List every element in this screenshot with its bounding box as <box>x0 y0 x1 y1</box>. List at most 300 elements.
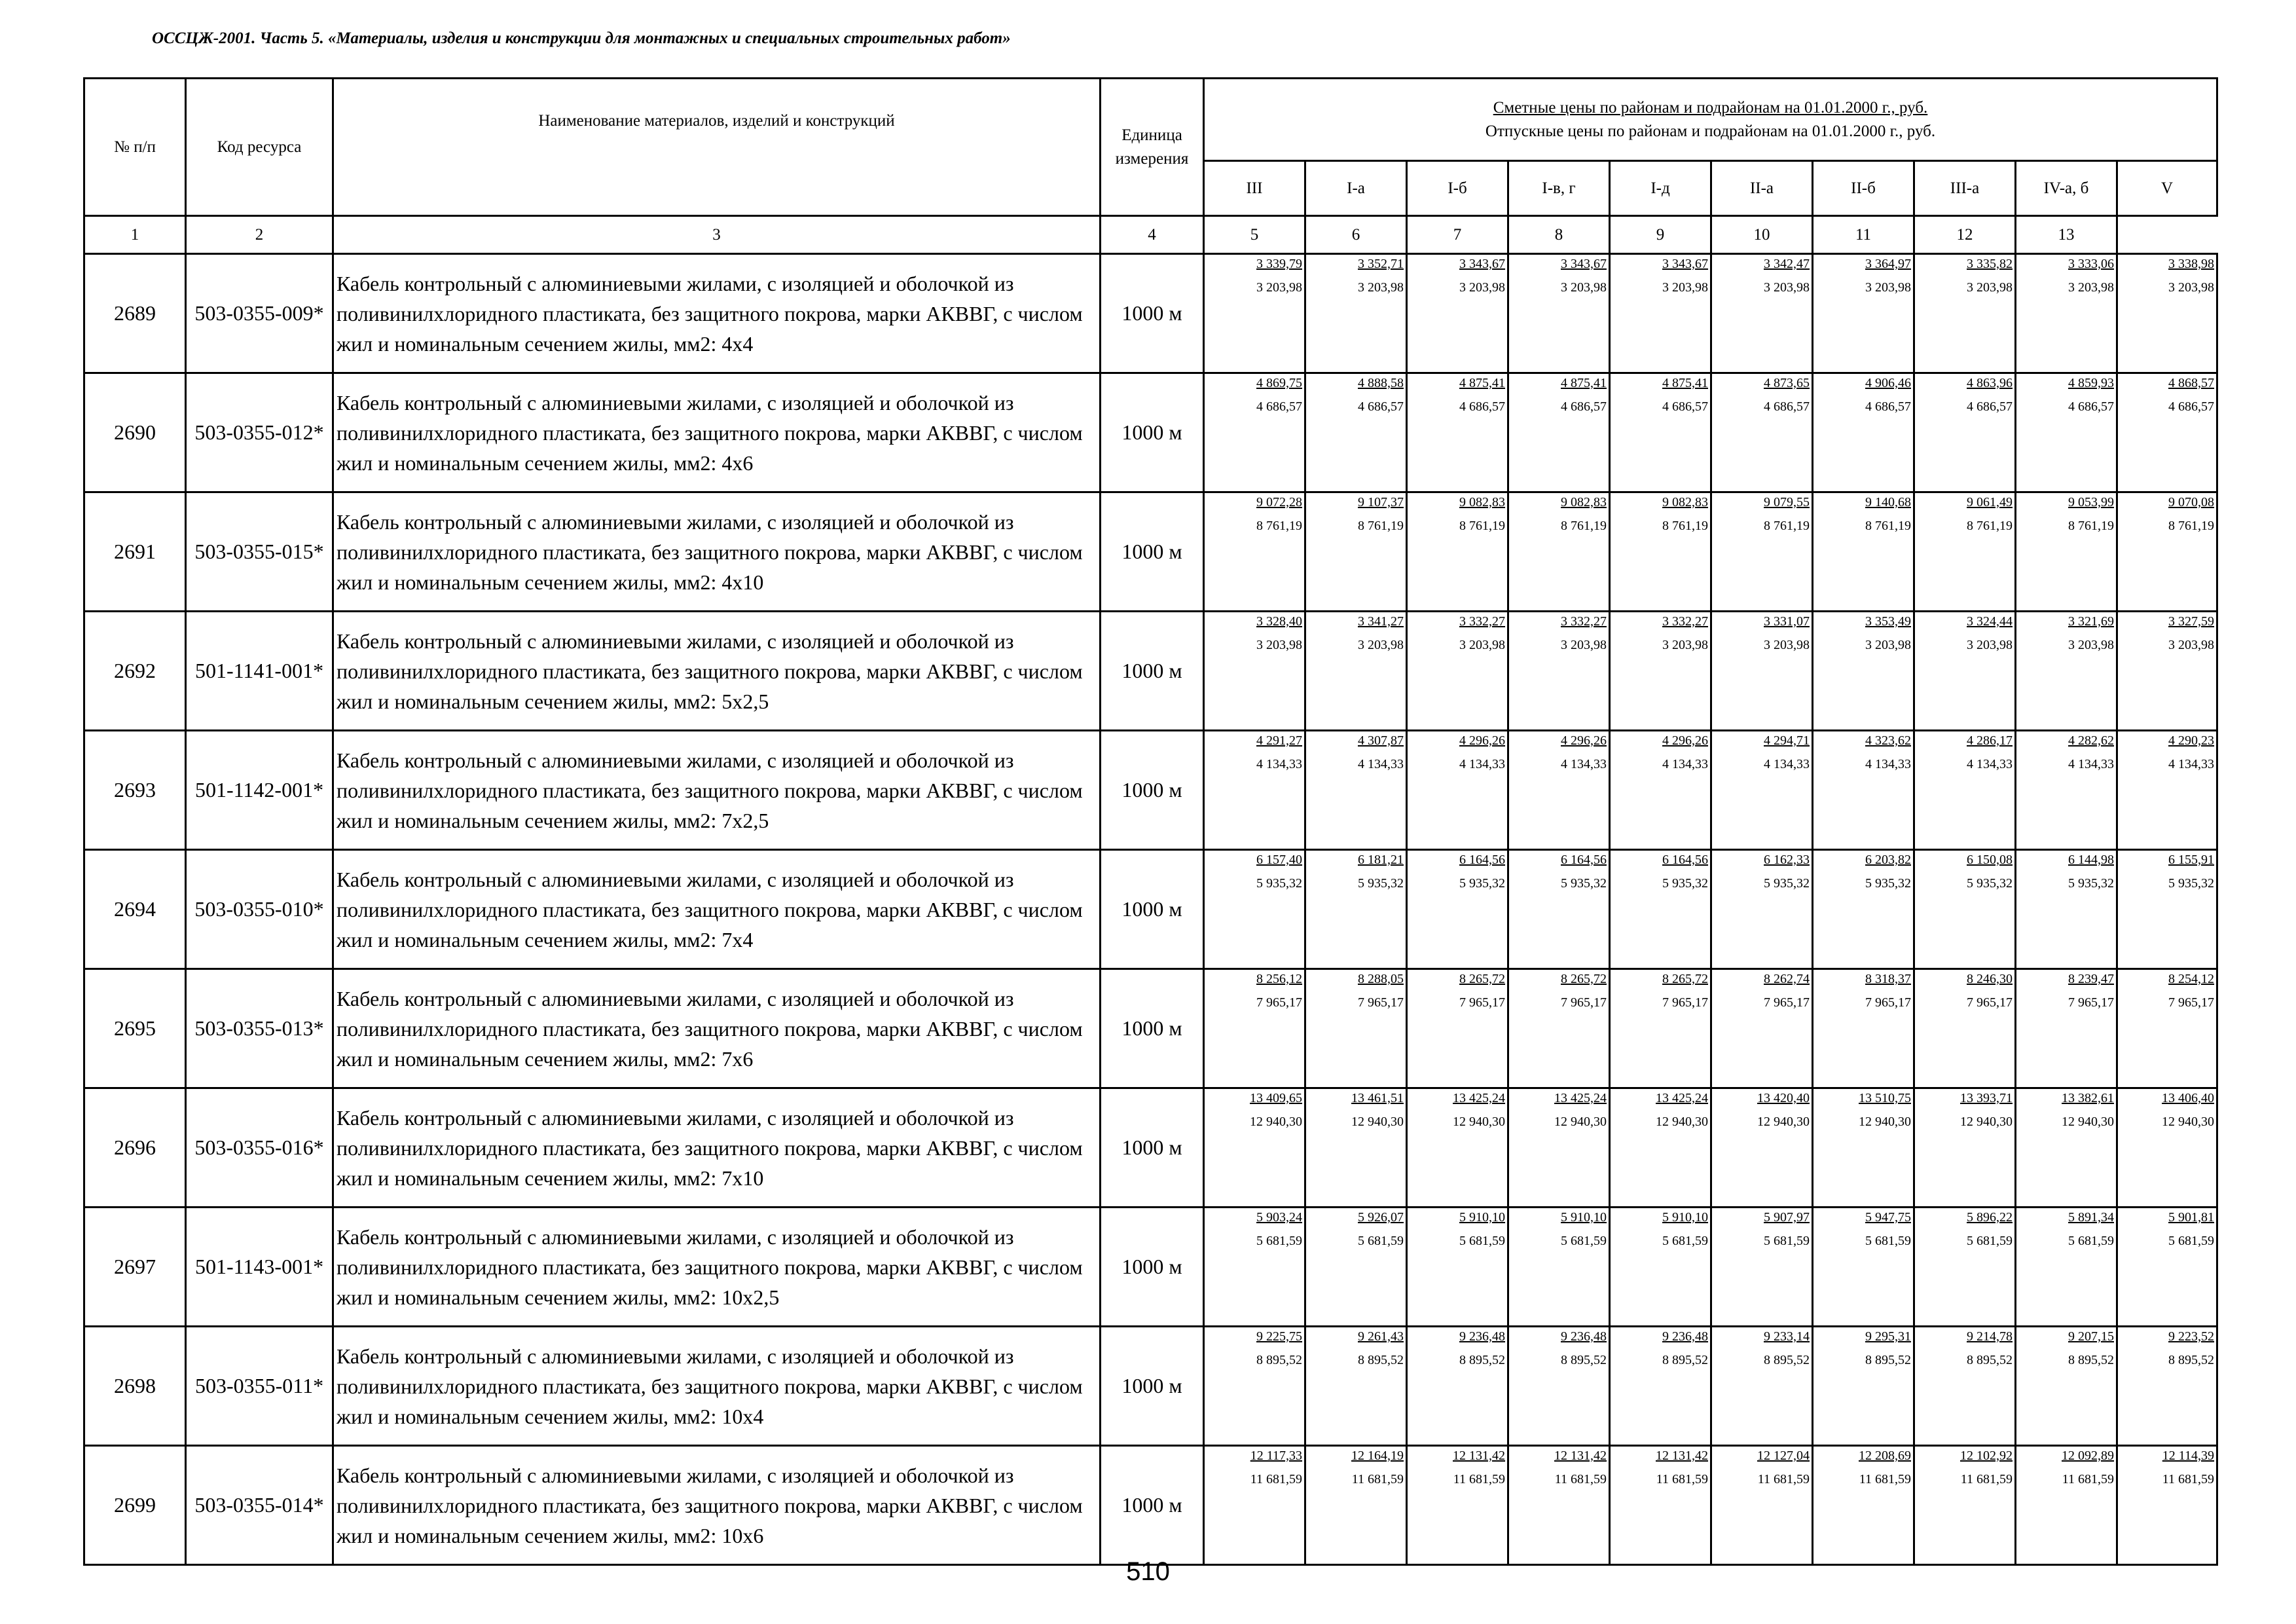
price-cell <box>1813 850 1914 969</box>
price-cell <box>1407 969 1508 1088</box>
estimate-price: 4 875,41 <box>1561 376 1607 390</box>
release-price: 8 761,19 <box>1561 519 1607 533</box>
estimate-price: 3 327,59 <box>2168 614 2215 629</box>
release-price: 5 681,59 <box>2068 1234 2114 1248</box>
document-header: ОССЦЖ-2001. Часть 5. «Материалы, изделия и конструкции для монтажных и специальных строительных работ» <box>152 29 1011 47</box>
price-cell <box>1610 254 1711 373</box>
price-cell <box>1204 1327 1305 1446</box>
price-cell <box>1914 1208 2016 1327</box>
estimate-price: 9 236,48 <box>1662 1329 1708 1344</box>
price-cell <box>1711 1208 1813 1327</box>
release-price: 7 965,17 <box>2068 995 2114 1010</box>
estimate-price: 12 131,42 <box>1656 1449 1708 1463</box>
release-price: 5 681,59 <box>1865 1234 1911 1248</box>
estimate-price: 6 162,33 <box>1764 853 1810 867</box>
estimate-price: 3 332,27 <box>1561 614 1607 629</box>
release-price: 3 203,98 <box>1764 280 1810 295</box>
release-price: 3 203,98 <box>1358 280 1404 295</box>
price-cell <box>2016 1208 2117 1327</box>
price-cell <box>1711 969 1813 1088</box>
price-cell <box>1204 1208 1305 1327</box>
column-number: 8 <box>1508 216 1610 254</box>
price-cell <box>1305 373 1407 492</box>
release-price: 4 134,33 <box>2068 757 2114 771</box>
estimate-price: 8 265,72 <box>1561 972 1607 986</box>
estimate-price: 9 236,48 <box>1459 1329 1505 1344</box>
release-price: 8 761,19 <box>1865 519 1911 533</box>
price-cell <box>2117 1327 2217 1446</box>
price-cell <box>1407 373 1508 492</box>
price-cell <box>1813 492 1914 612</box>
price-cell <box>2016 373 2117 492</box>
release-price: 3 203,98 <box>1865 280 1911 295</box>
price-cell <box>1813 373 1914 492</box>
estimate-price: 12 131,42 <box>1554 1449 1607 1463</box>
price-cell <box>1204 492 1305 612</box>
price-cell <box>1813 1088 1914 1208</box>
price-cell <box>1407 1088 1508 1208</box>
estimate-price: 4 906,46 <box>1865 376 1911 390</box>
price-cell <box>1914 612 2016 731</box>
release-price: 3 203,98 <box>2168 280 2215 295</box>
column-number: 12 <box>1914 216 2016 254</box>
column-number: 3 <box>333 216 1101 254</box>
price-cell <box>1407 1208 1508 1327</box>
release-price: 12 940,30 <box>2162 1115 2215 1129</box>
release-price: 8 895,52 <box>1561 1353 1607 1367</box>
price-cell <box>1914 850 2016 969</box>
estimate-price: 5 901,81 <box>2168 1210 2215 1225</box>
resource-code: 503-0355-010* <box>186 850 333 969</box>
price-cell <box>2117 254 2217 373</box>
price-cell <box>1305 1088 1407 1208</box>
price-cell <box>2117 612 2217 731</box>
price-cell <box>1204 850 1305 969</box>
row-number: 2695 <box>84 969 186 1088</box>
release-price: 5 935,32 <box>2068 876 2114 891</box>
price-cell <box>1508 1208 1610 1327</box>
price-cell <box>1305 492 1407 612</box>
estimate-price: 4 888,58 <box>1358 376 1404 390</box>
table-row <box>84 1208 2217 1327</box>
release-price: 5 681,59 <box>1764 1234 1810 1248</box>
estimate-price: 5 910,10 <box>1459 1210 1505 1225</box>
row-number: 2691 <box>84 492 186 612</box>
region-header: I-б <box>1407 161 1508 216</box>
estimate-price: 12 127,04 <box>1757 1449 1810 1463</box>
price-cell <box>1610 731 1711 850</box>
price-cell <box>1711 850 1813 969</box>
release-price: 8 761,19 <box>2168 519 2215 533</box>
price-cell <box>1407 254 1508 373</box>
estimate-price: 4 868,57 <box>2168 376 2215 390</box>
price-cell <box>1610 1446 1711 1565</box>
price-cell <box>1711 373 1813 492</box>
release-price: 4 686,57 <box>1865 399 1911 414</box>
release-price: 8 761,19 <box>1764 519 1810 533</box>
price-cell <box>1204 612 1305 731</box>
region-header: I-а <box>1305 161 1407 216</box>
estimate-price: 13 510,75 <box>1859 1091 1911 1105</box>
estimate-price: 5 947,75 <box>1865 1210 1911 1225</box>
estimate-price: 9 053,99 <box>2068 495 2114 509</box>
release-price: 12 940,30 <box>1250 1115 1302 1129</box>
estimate-price: 4 307,87 <box>1358 733 1404 748</box>
material-name: Кабель контрольный с алюминиевыми жилами, с изоляцией и оболочкой из поливинилхлоридного пластиката, без защитного покрова, марки АКВВГ, с числом жил и номинальным сечением жилы, мм2: 10х6 <box>333 1446 1101 1565</box>
release-price: 3 203,98 <box>1358 638 1404 652</box>
resource-code: 503-0355-015* <box>186 492 333 612</box>
price-cell <box>1508 373 1610 492</box>
release-price: 11 681,59 <box>1757 1472 1810 1486</box>
price-cell <box>1711 731 1813 850</box>
row-number: 2693 <box>84 731 186 850</box>
price-cell <box>1508 1446 1610 1565</box>
material-name: Кабель контрольный с алюминиевыми жилами, с изоляцией и оболочкой из поливинилхлоридного пластиката, без защитного покрова, марки АКВВГ, с числом жил и номинальным сечением жилы, мм2: 10х4 <box>333 1327 1101 1446</box>
release-price: 12 940,30 <box>1859 1115 1911 1129</box>
estimate-price: 3 343,67 <box>1662 257 1708 271</box>
unit-of-measure: 1000 м <box>1101 492 1204 612</box>
estimate-price: 9 070,08 <box>2168 495 2215 509</box>
estimate-price: 4 286,17 <box>1967 733 2013 748</box>
estimate-price: 3 332,27 <box>1459 614 1505 629</box>
price-cell <box>1508 492 1610 612</box>
row-number: 2697 <box>84 1208 186 1327</box>
price-cell <box>1813 612 1914 731</box>
release-price: 12 940,30 <box>1453 1115 1505 1129</box>
estimate-price: 9 061,49 <box>1967 495 2013 509</box>
release-price: 4 134,33 <box>1967 757 2013 771</box>
estimate-price: 6 155,91 <box>2168 853 2215 867</box>
price-cell <box>1204 254 1305 373</box>
estimate-price: 9 295,31 <box>1865 1329 1911 1344</box>
estimate-price: 13 382,61 <box>2062 1091 2114 1105</box>
price-cell <box>1305 731 1407 850</box>
region-header: II-б <box>1813 161 1914 216</box>
price-cell <box>1914 373 2016 492</box>
price-cell <box>1305 969 1407 1088</box>
price-cell <box>2016 612 2117 731</box>
estimate-price: 5 926,07 <box>1358 1210 1404 1225</box>
estimate-price: 3 339,79 <box>1256 257 1302 271</box>
row-number: 2689 <box>84 254 186 373</box>
column-number: 6 <box>1305 216 1407 254</box>
price-cell <box>1610 492 1711 612</box>
price-cell <box>1305 1446 1407 1565</box>
estimate-price: 4 869,75 <box>1256 376 1302 390</box>
estimate-price: 8 265,72 <box>1459 972 1505 986</box>
region-header: I-д <box>1610 161 1711 216</box>
estimate-price: 12 164,19 <box>1351 1449 1404 1463</box>
material-name: Кабель контрольный с алюминиевыми жилами, с изоляцией и оболочкой из поливинилхлоридного пластиката, без защитного покрова, марки АКВВГ, с числом жил и номинальным сечением жилы, мм2: 4х10 <box>333 492 1101 612</box>
price-cell <box>1711 1088 1813 1208</box>
estimate-price: 8 246,30 <box>1967 972 2013 986</box>
release-price: 5 681,59 <box>1662 1234 1708 1248</box>
price-cell <box>2016 492 2117 612</box>
estimate-price: 4 291,27 <box>1256 733 1302 748</box>
release-price: 7 965,17 <box>1358 995 1404 1010</box>
release-price: 8 761,19 <box>1459 519 1505 533</box>
release-price: 11 681,59 <box>1250 1472 1302 1486</box>
col-header-num: № п/п <box>84 79 186 216</box>
release-price: 11 681,59 <box>1453 1472 1505 1486</box>
price-cell <box>2016 850 2117 969</box>
estimate-price: 9 072,28 <box>1256 495 1302 509</box>
release-price: 11 681,59 <box>1960 1472 2013 1486</box>
release-price: 7 965,17 <box>1256 995 1302 1010</box>
price-cell <box>1508 850 1610 969</box>
release-price: 7 965,17 <box>1967 995 2013 1010</box>
price-cell <box>1914 492 2016 612</box>
release-price: 11 681,59 <box>2062 1472 2114 1486</box>
price-cell <box>1711 254 1813 373</box>
estimate-price: 12 131,42 <box>1453 1449 1505 1463</box>
table-row <box>84 850 2217 969</box>
release-price: 3 203,98 <box>1764 638 1810 652</box>
column-number: 5 <box>1204 216 1305 254</box>
release-price: 8 895,52 <box>1662 1353 1708 1367</box>
estimate-price: 4 282,62 <box>2068 733 2114 748</box>
release-price: 8 761,19 <box>2068 519 2114 533</box>
release-price: 8 895,52 <box>1358 1353 1404 1367</box>
col-header-code: Код ресурса <box>186 79 333 216</box>
release-price: 3 203,98 <box>1662 638 1708 652</box>
price-cell <box>1610 850 1711 969</box>
price-cell <box>1711 1446 1813 1565</box>
row-number: 2694 <box>84 850 186 969</box>
estimate-price: 13 425,24 <box>1554 1091 1607 1105</box>
estimate-price: 3 324,44 <box>1967 614 2013 629</box>
estimate-price: 6 164,56 <box>1662 853 1708 867</box>
price-cell <box>1914 254 2016 373</box>
price-cell <box>1508 254 1610 373</box>
price-cell <box>2117 1208 2217 1327</box>
release-price: 11 681,59 <box>1351 1472 1404 1486</box>
release-price: 5 935,32 <box>1358 876 1404 891</box>
release-price: 11 681,59 <box>2162 1472 2215 1486</box>
estimate-price: 3 321,69 <box>2068 614 2114 629</box>
price-cell <box>1813 1446 1914 1565</box>
estimate-price: 8 262,74 <box>1764 972 1810 986</box>
estimate-price: 3 343,67 <box>1459 257 1505 271</box>
release-price: 4 686,57 <box>2168 399 2215 414</box>
price-cell <box>2016 1327 2117 1446</box>
price-cell <box>1407 850 1508 969</box>
estimate-price: 13 409,65 <box>1250 1091 1302 1105</box>
price-cell <box>2117 850 2217 969</box>
release-price: 4 686,57 <box>1764 399 1810 414</box>
estimate-price: 3 332,27 <box>1662 614 1708 629</box>
release-price: 7 965,17 <box>1865 995 1911 1010</box>
column-number: 9 <box>1610 216 1711 254</box>
resource-code: 503-0355-016* <box>186 1088 333 1208</box>
row-number: 2696 <box>84 1088 186 1208</box>
estimate-price: 3 352,71 <box>1358 257 1404 271</box>
release-price: 4 686,57 <box>2068 399 2114 414</box>
release-price: 5 935,32 <box>2168 876 2215 891</box>
release-price: 3 203,98 <box>1256 280 1302 295</box>
estimate-price: 6 144,98 <box>2068 853 2114 867</box>
estimate-price: 8 239,47 <box>2068 972 2114 986</box>
region-header: I-в, г <box>1508 161 1610 216</box>
estimate-price: 5 903,24 <box>1256 1210 1302 1225</box>
release-price: 8 895,52 <box>1256 1353 1302 1367</box>
estimate-price: 9 082,83 <box>1662 495 1708 509</box>
estimate-price: 9 223,52 <box>2168 1329 2215 1344</box>
material-name: Кабель контрольный с алюминиевыми жилами, с изоляцией и оболочкой из поливинилхлоридного пластиката, без защитного покрова, марки АКВВГ, с числом жил и номинальным сечением жилы, мм2: 7х2,5 <box>333 731 1101 850</box>
estimate-price: 9 079,55 <box>1764 495 1810 509</box>
estimate-price: 9 236,48 <box>1561 1329 1607 1344</box>
price-cell <box>1914 1446 2016 1565</box>
release-price: 3 203,98 <box>1967 280 2013 295</box>
estimate-price: 3 333,06 <box>2068 257 2114 271</box>
release-price: 8 761,19 <box>1662 519 1708 533</box>
price-cell <box>1508 969 1610 1088</box>
price-cell <box>1305 612 1407 731</box>
release-price: 5 681,59 <box>2168 1234 2215 1248</box>
price-cell <box>1204 1446 1305 1565</box>
estimate-price: 9 225,75 <box>1256 1329 1302 1344</box>
estimate-price: 9 207,15 <box>2068 1329 2114 1344</box>
estimate-price: 3 338,98 <box>2168 257 2215 271</box>
estimate-price: 4 294,71 <box>1764 733 1810 748</box>
row-number: 2692 <box>84 612 186 731</box>
release-price: 7 965,17 <box>1662 995 1708 1010</box>
release-price: 5 935,32 <box>1967 876 2013 891</box>
release-price: 3 203,98 <box>1561 638 1607 652</box>
release-price: 5 681,59 <box>1561 1234 1607 1248</box>
release-price: 4 134,33 <box>2168 757 2215 771</box>
estimate-price: 3 364,97 <box>1865 257 1911 271</box>
row-number: 2698 <box>84 1327 186 1446</box>
price-cell <box>1914 731 2016 850</box>
region-header: III-а <box>1914 161 2016 216</box>
price-cell <box>1407 1327 1508 1446</box>
price-cell <box>1204 969 1305 1088</box>
release-price: 3 203,98 <box>1256 638 1302 652</box>
material-name: Кабель контрольный с алюминиевыми жилами, с изоляцией и оболочкой из поливинилхлоридного пластиката, без защитного покрова, марки АКВВГ, с числом жил и номинальным сечением жилы, мм2: 5х2,5 <box>333 612 1101 731</box>
estimate-price: 13 425,24 <box>1656 1091 1708 1105</box>
price-cell <box>1914 1327 2016 1446</box>
release-price: 7 965,17 <box>1764 995 1810 1010</box>
price-cell <box>1914 969 2016 1088</box>
price-cell <box>2016 731 2117 850</box>
estimate-price: 4 290,23 <box>2168 733 2215 748</box>
price-cell <box>1407 1446 1508 1565</box>
release-price: 8 895,52 <box>2068 1353 2114 1367</box>
estimate-price: 5 907,97 <box>1764 1210 1810 1225</box>
price-cell <box>1711 612 1813 731</box>
col-header-prices <box>1204 79 2217 161</box>
region-header: III <box>1204 161 1305 216</box>
release-price: 4 134,33 <box>1764 757 1810 771</box>
table-row <box>84 1446 2217 1565</box>
estimate-price: 6 150,08 <box>1967 853 2013 867</box>
release-price: 11 681,59 <box>1859 1472 1911 1486</box>
release-price: 5 681,59 <box>1358 1234 1404 1248</box>
estimate-price: 5 896,22 <box>1967 1210 2013 1225</box>
release-price: 7 965,17 <box>2168 995 2215 1010</box>
page-number: 510 <box>1126 1557 1170 1586</box>
estimate-price: 5 910,10 <box>1561 1210 1607 1225</box>
release-price: 12 940,30 <box>1351 1115 1404 1129</box>
material-name: Кабель контрольный с алюминиевыми жилами, с изоляцией и оболочкой из поливинилхлоридного пластиката, без защитного покрова, марки АКВВГ, с числом жил и номинальным сечением жилы, мм2: 7х10 <box>333 1088 1101 1208</box>
release-price: 4 686,57 <box>1459 399 1505 414</box>
resource-code: 501-1141-001* <box>186 612 333 731</box>
price-cell <box>1305 1327 1407 1446</box>
estimate-price: 6 181,21 <box>1358 853 1404 867</box>
estimate-price: 9 082,83 <box>1561 495 1607 509</box>
price-cell <box>1813 731 1914 850</box>
row-number: 2699 <box>84 1446 186 1565</box>
price-cell <box>1305 254 1407 373</box>
estimate-price: 9 214,78 <box>1967 1329 2013 1344</box>
estimate-price: 3 341,27 <box>1358 614 1404 629</box>
col-header-name: Наименование материалов, изделий и конструкций <box>333 79 1101 216</box>
price-cell <box>1508 1327 1610 1446</box>
col-header-unit: Единица измерения <box>1101 79 1204 216</box>
release-price-title: Отпускные цены по районам и подрайонам на 01.01.2000 г., руб. <box>1485 122 1936 140</box>
estimate-price: 8 256,12 <box>1256 972 1302 986</box>
price-cell <box>1305 1208 1407 1327</box>
price-cell <box>2016 969 2117 1088</box>
estimate-price: 9 082,83 <box>1459 495 1505 509</box>
estimate-price: 4 873,65 <box>1764 376 1810 390</box>
price-table <box>83 77 2218 1566</box>
estimate-price: 13 425,24 <box>1453 1091 1505 1105</box>
estimate-price: 8 318,37 <box>1865 972 1911 986</box>
estimate-price: 12 208,69 <box>1859 1449 1911 1463</box>
price-cell <box>1813 1208 1914 1327</box>
price-cell <box>2117 731 2217 850</box>
estimate-price: 4 875,41 <box>1662 376 1708 390</box>
release-price: 5 681,59 <box>1256 1234 1302 1248</box>
release-price: 4 686,57 <box>1967 399 2013 414</box>
estimate-price: 4 863,96 <box>1967 376 2013 390</box>
estimate-price: 5 910,10 <box>1662 1210 1708 1225</box>
price-cell <box>1813 254 1914 373</box>
material-name: Кабель контрольный с алюминиевыми жилами, с изоляцией и оболочкой из поливинилхлоридного пластиката, без защитного покрова, марки АКВВГ, с числом жил и номинальным сечением жилы, мм2: 7х4 <box>333 850 1101 969</box>
release-price: 7 965,17 <box>1561 995 1607 1010</box>
estimate-price: 4 296,26 <box>1459 733 1505 748</box>
resource-code: 503-0355-009* <box>186 254 333 373</box>
estimate-price: 4 875,41 <box>1459 376 1505 390</box>
release-price: 8 761,19 <box>1358 519 1404 533</box>
resource-code: 503-0355-011* <box>186 1327 333 1446</box>
unit-of-measure: 1000 м <box>1101 850 1204 969</box>
estimate-price: 8 254,12 <box>2168 972 2215 986</box>
price-cell <box>1610 1088 1711 1208</box>
table-row <box>84 731 2217 850</box>
price-cell <box>1914 1088 2016 1208</box>
release-price: 12 940,30 <box>1656 1115 1708 1129</box>
estimate-price: 4 323,62 <box>1865 733 1911 748</box>
estimate-price-title: Сметные цены по районам и подрайонам на 01.01.2000 г., руб. <box>1493 98 1928 117</box>
estimate-price: 6 157,40 <box>1256 853 1302 867</box>
estimate-price: 9 233,14 <box>1764 1329 1810 1344</box>
release-price: 3 203,98 <box>2068 638 2114 652</box>
unit-of-measure: 1000 м <box>1101 1446 1204 1565</box>
column-number: 2 <box>186 216 333 254</box>
estimate-price: 13 420,40 <box>1757 1091 1810 1105</box>
price-cell <box>2016 1088 2117 1208</box>
price-cell <box>1711 492 1813 612</box>
estimate-price: 3 353,49 <box>1865 614 1911 629</box>
estimate-price: 8 265,72 <box>1662 972 1708 986</box>
estimate-price: 13 406,40 <box>2162 1091 2215 1105</box>
release-price: 4 686,57 <box>1662 399 1708 414</box>
price-cell <box>1508 731 1610 850</box>
release-price: 4 686,57 <box>1561 399 1607 414</box>
